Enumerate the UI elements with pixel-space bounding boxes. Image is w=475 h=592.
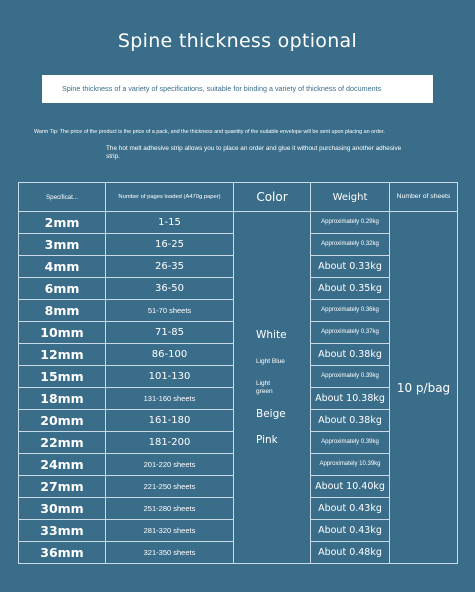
header-color: Color bbox=[234, 183, 311, 212]
weight-cell: Approximately 0.32kg bbox=[311, 234, 390, 256]
spec-cell: 2mm bbox=[19, 212, 106, 234]
color-cell bbox=[234, 212, 311, 564]
color-option: Light green bbox=[256, 380, 273, 395]
description-box bbox=[42, 75, 433, 103]
weight-cell: About 0.35kg bbox=[311, 278, 390, 300]
weight-cell: Approximately 0.36kg bbox=[311, 300, 390, 322]
weight-cell: Approximately 0.39kg bbox=[311, 366, 390, 388]
weight-cell: Approximately 0.37kg bbox=[311, 322, 390, 344]
color-option: White bbox=[256, 329, 287, 341]
weight-cell: Approximately 0.39kg bbox=[311, 432, 390, 454]
header-spec: Specificat... bbox=[19, 183, 106, 212]
pages-cell: 131-160 sheets bbox=[106, 388, 234, 410]
table-header-row bbox=[19, 183, 458, 212]
table-body bbox=[19, 212, 458, 564]
weight-cell: Approximately 0.29kg bbox=[311, 212, 390, 234]
pages-cell: 251-280 sheets bbox=[106, 498, 234, 520]
table-row bbox=[19, 212, 458, 234]
color-option: Pink bbox=[256, 434, 278, 446]
pages-cell: 281-320 sheets bbox=[106, 520, 234, 542]
header-weight: Weight bbox=[311, 183, 390, 212]
pages-cell: 36-50 bbox=[106, 278, 234, 300]
header-pages: Number of pages loaded (A470g paper) bbox=[106, 183, 234, 212]
spec-cell: 10mm bbox=[19, 322, 106, 344]
sheets-cell: 10 p/bag bbox=[390, 212, 458, 564]
spec-cell: 30mm bbox=[19, 498, 106, 520]
weight-cell: About 0.43kg bbox=[311, 498, 390, 520]
pages-cell: 71-85 bbox=[106, 322, 234, 344]
color-list bbox=[234, 329, 310, 446]
spec-cell: 27mm bbox=[19, 476, 106, 498]
pages-cell: 26-35 bbox=[106, 256, 234, 278]
page-title: Spine thickness optional bbox=[117, 30, 358, 52]
weight-cell: About 0.38kg bbox=[311, 410, 390, 432]
weight-cell: Approximately 10.39kg bbox=[311, 454, 390, 476]
pages-cell: 51-70 sheets bbox=[106, 300, 234, 322]
weight-cell: About 10.40kg bbox=[311, 476, 390, 498]
spec-cell: 3mm bbox=[19, 234, 106, 256]
spec-cell: 4mm bbox=[19, 256, 106, 278]
pages-cell: 221-250 sheets bbox=[106, 476, 234, 498]
weight-cell: About 0.43kg bbox=[311, 520, 390, 542]
weight-cell: About 10.38kg bbox=[311, 388, 390, 410]
spec-cell: 24mm bbox=[19, 454, 106, 476]
spec-cell: 15mm bbox=[19, 366, 106, 388]
weight-cell: About 0.33kg bbox=[311, 256, 390, 278]
description-text: Spine thickness of a variety of specifications, suitable for binding a variety of thickness of documents bbox=[62, 84, 382, 93]
spec-table bbox=[18, 182, 458, 564]
weight-cell: About 0.38kg bbox=[311, 344, 390, 366]
pages-cell: 201-220 sheets bbox=[106, 454, 234, 476]
color-option: Beige bbox=[256, 408, 286, 420]
pages-cell: 101-130 bbox=[106, 366, 234, 388]
spec-cell: 22mm bbox=[19, 432, 106, 454]
pages-cell: 181-200 bbox=[106, 432, 234, 454]
spec-cell: 12mm bbox=[19, 344, 106, 366]
weight-cell: About 0.48kg bbox=[311, 542, 390, 564]
spec-cell: 36mm bbox=[19, 542, 106, 564]
pages-cell: 321-350 sheets bbox=[106, 542, 234, 564]
pages-cell: 16-25 bbox=[106, 234, 234, 256]
spec-cell: 18mm bbox=[19, 388, 106, 410]
pages-cell: 161-180 bbox=[106, 410, 234, 432]
warm-tip: Warm Tip: The price of the product is the price of a pack, and the thickness and quantity of the suitable envelope will be sent upon placing an order. bbox=[34, 129, 385, 135]
spec-cell: 33mm bbox=[19, 520, 106, 542]
spec-cell: 8mm bbox=[19, 300, 106, 322]
spec-cell: 6mm bbox=[19, 278, 106, 300]
pages-cell: 1-15 bbox=[106, 212, 234, 234]
color-option: Light Blue bbox=[256, 358, 285, 365]
hot-melt-note: The hot melt adhesive strip allows you to place an order and glue it without purchasing another adhesive strip. bbox=[106, 145, 402, 160]
spec-cell: 20mm bbox=[19, 410, 106, 432]
pages-cell: 86-100 bbox=[106, 344, 234, 366]
header-sheets: Number of sheets bbox=[390, 183, 458, 212]
